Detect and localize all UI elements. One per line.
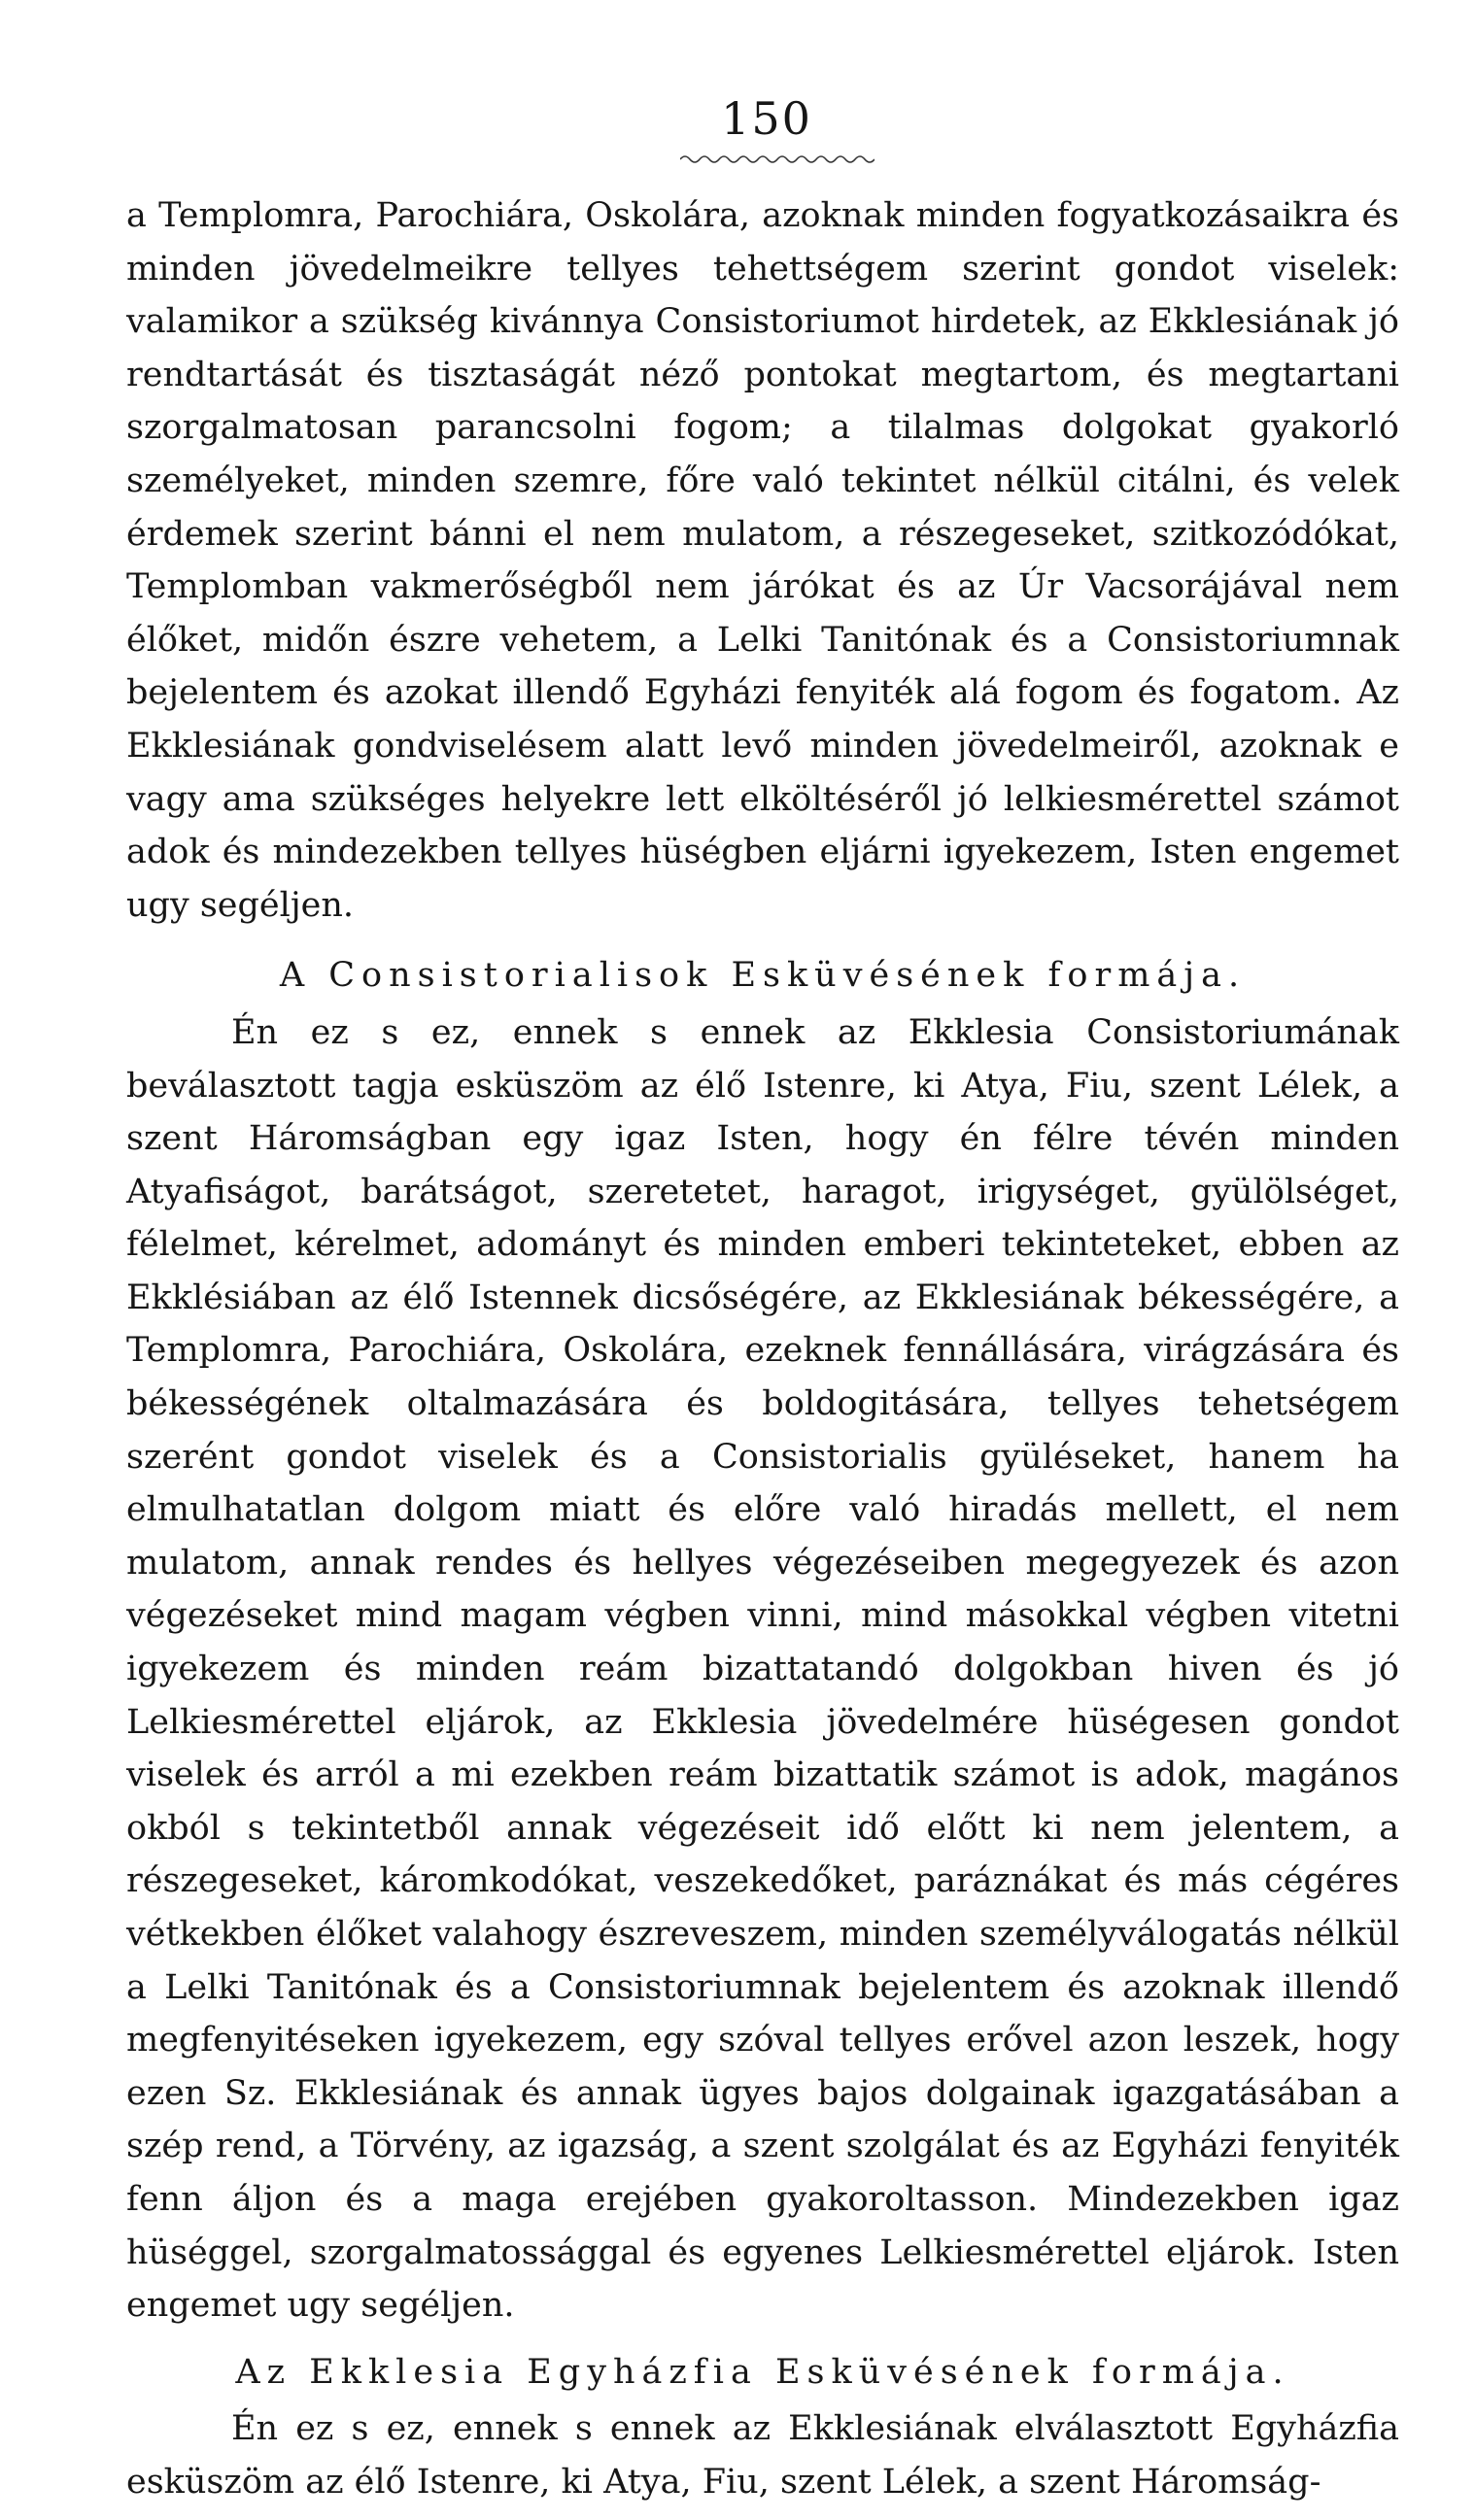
paragraph-consistorialis-oath: Én ez s ez, ennek s ennek az Ekklesia Consistoriumának beválasztott tagja esküszöm az élő Istenre, ki Atya, Fiu, szent Lélek, a szent Háromságban egy igaz Isten, hogy én félre tévén minden Atyafiságot, barátságot, szeretetet, haragot, irigységet, gyülölséget, félelmet, kérelmet, adományt és minden emberi tekinteteket, ebben az Ekklésiában az élő Istennek dicsőségére, az Ekklesiának békességére, a Templomra, Parochiára, Oskolára, ezeknek fennállására, virágzására és békességének oltalmazására és boldogitására, tellyes tehetségem szerént gondot viselek és a Consistorialis gyüléseket, hanem ha elmulhatatlan dolgom miatt és előre való hiradás mellett, el nem mulatom, annak rendes és hellyes végezéseiben megegyezek és azon végezéseket mind magam végben vinni, mind másokkal végben vitetni igyekezem és minden reám bizattatandó dolgokban hiven és jó Lelkiesmérettel eljárok, az Ekklesia jövedelmére hüségesen gondot viselek és arról a mi ezekben reám bizattatik számot is adok, magános okból s tekintetből annak végezéseit idő előtt ki nem jelentem, a részegeseket, káromkodókat, veszekedőket, paráznákat és más cégéres vétkekben élőket valahogy észreveszem, minden személyválogatás nélkül a Lelki Tanitónak és a Consistoriumnak bejelentem és azoknak illendő megfenyitéseken igyekezem, egy szóval tellyes erővel azon leszek, hogy ezen Sz. Ekklesiának és annak ügyes bajos dolgainak igazgatásában a szép rend, a Törvény, az igazság, a szent szolgálat és az Egyházi fenyiték fenn áljon és a maga erejében gyakoroltasson. Mindezekben igaz hüséggel, szorgalmatossággal és egyenes Lelkiesmérettel eljárok. Isten engemet ugy segéljen.: [126, 1012, 1399, 2326]
heading-egyhazfia-oath: Az Ekklesia Egyházfia Esküvésének formája.: [235, 2352, 1290, 2392]
heading-consistorialis-oath: A Consistorialisok Esküvésének formája.: [279, 956, 1247, 996]
paragraph-egyhazfia-oath: Én ez s ez, ennek s ennek az Ekklesiának elválasztott Egyházfia esküszöm az élő Istenre, ki Atya, Fiu, szent Lélek, a szent Háromság-: [126, 2409, 1399, 2502]
wavy-rule-ornament: [680, 152, 875, 167]
body-text: [126, 189, 1399, 2509]
paragraph-oath-continuation: a Templomra, Parochiára, Oskolára, azoknak minden fogyatkozásaikra és minden jövedelmeikre tellyes tehettségem szerint gondot viselek: valamikor a szükség kivánnya Consistoriumot hirdetek, az Ekklesiának jó rendtartását és tisztaságát néző pontokat megtartom, és megtartani szorgalmatosan parancsolni fogom; a tilalmas dolgokat gyakorló személyeket, minden szemre, főre való tekintet nélkül citálni, és velek érdemek szerint bánni el nem mulatom, a részegeseket, szitkozódókat, Templomban vakmerőségből nem járókat és az Úr Vacsorájával nem élőket, midőn észre vehetem, a Lelki Tanitónak és a Consistoriumnak bejelentem és azokat illendő Egyházi fenyiték alá fogom és fogatom. Az Ekklesiának gondviselésem alatt levő minden jövedelmeiről, azoknak e vagy ama szükséges helyekre lett elköltéséről jó lelkiesmérettel számot adok és mindezekben tellyes hüségben eljárni igyekezem, Isten engemet ugy segéljen.: [126, 196, 1399, 925]
page-number: 150: [721, 92, 812, 145]
